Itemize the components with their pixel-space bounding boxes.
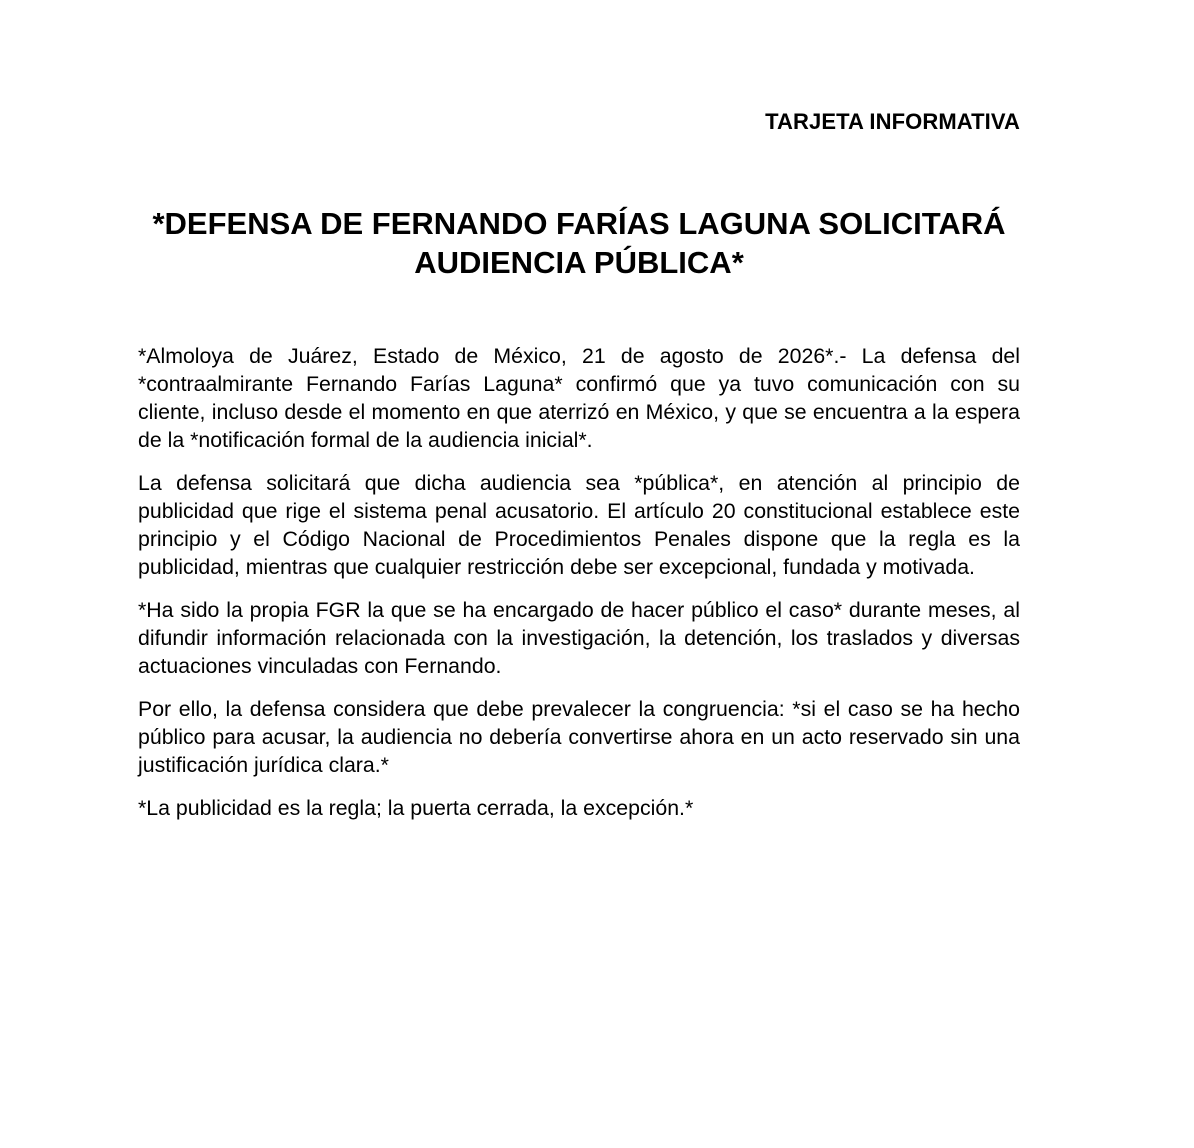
document-title-line-2: AUDIENCIA PÚBLICA* bbox=[414, 245, 744, 280]
body-paragraph-3: *Ha sido la propia FGR la que se ha encargado de hacer público el caso* durante meses, al difundir información relacionada con la investigación, la detención, los traslados y diversas actuaciones vinculadas con Fernando. bbox=[138, 598, 1020, 678]
body-paragraph-2: La defensa solicitará que dicha audiencia sea *pública*, en atención al principio de publicidad que rige el sistema penal acusatorio. El artículo 20 constitucional establece este principio y el Código Nacional de Procedimientos Penales dispone que la regla es la publicidad, mientras que cualquier restricción debe ser excepcional, fundada y motivada. bbox=[138, 471, 1020, 579]
document-title-line-1: *DEFENSA DE FERNANDO FARÍAS LAGUNA SOLICITARÁ bbox=[152, 206, 1006, 241]
document-type-label: TARJETA INFORMATIVA bbox=[765, 109, 1020, 134]
document-title bbox=[138, 204, 1020, 282]
body-paragraph-5: *La publicidad es la regla; la puerta cerrada, la excepción.* bbox=[138, 796, 694, 820]
body-paragraph-1: *Almoloya de Juárez, Estado de México, 21 de agosto de 2026*.- La defensa del *contraalmirante Fernando Farías Laguna* confirmó que ya tuvo comunicación con su cliente, incluso desde el momento en que aterrizó en México, y que se encuentra a la espera de la *notificación formal de la audiencia inicial*. bbox=[138, 344, 1020, 452]
body-paragraph-4: Por ello, la defensa considera que debe prevalecer la congruencia: *si el caso se ha hecho público para acusar, la audiencia no debería convertirse ahora en un acto reservado sin una justificación jurídica clara.* bbox=[138, 697, 1020, 777]
document-body bbox=[138, 342, 1020, 837]
